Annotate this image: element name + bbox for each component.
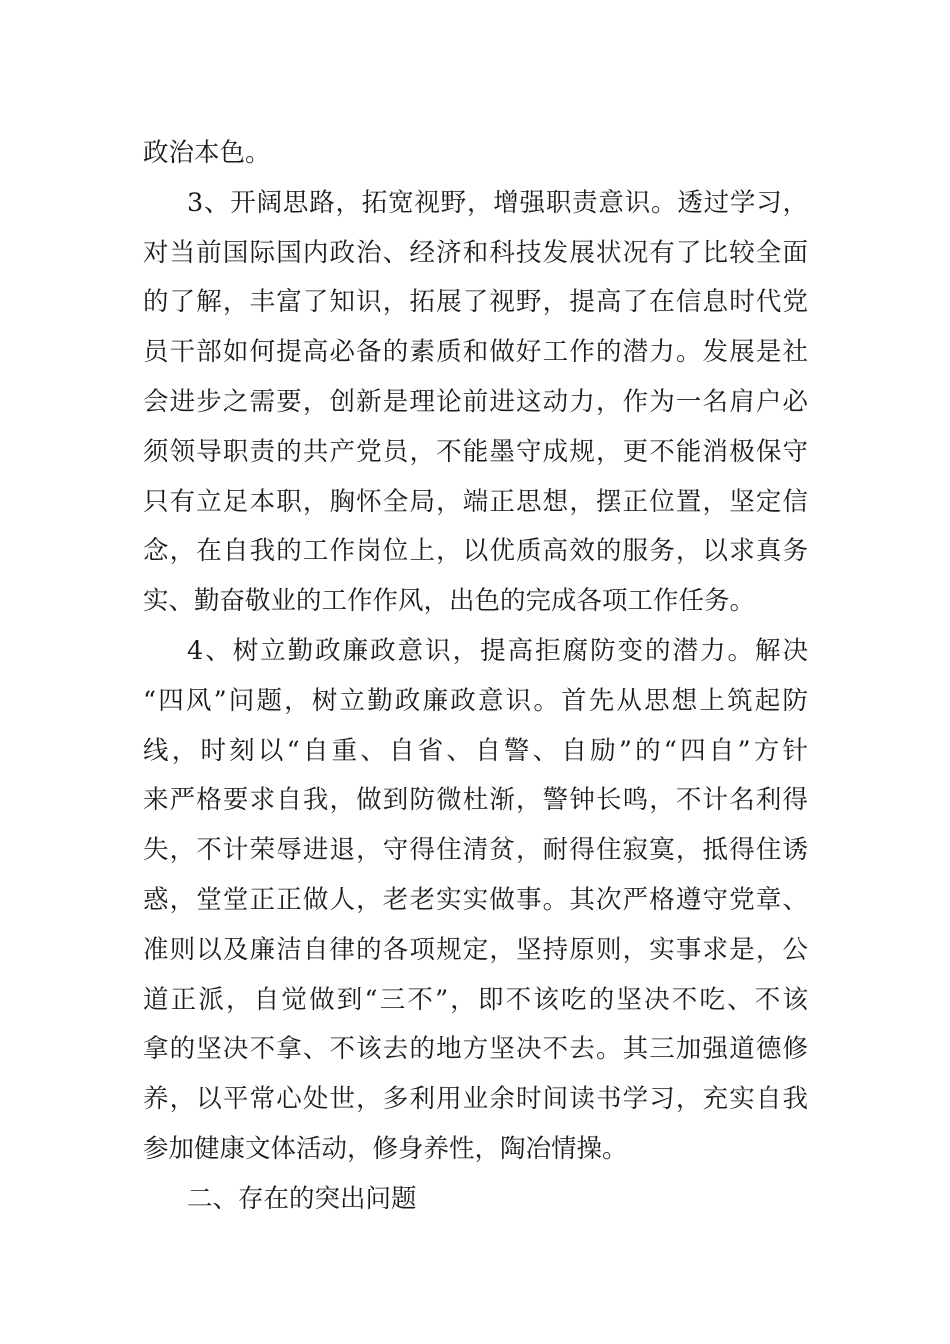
text-line: 来严格要求自我，做到防微杜渐，警钟长鸣，不计名利得 xyxy=(143,785,808,816)
text-line: 养，以平常心处世，多利用业余时间读书学习，充实自我 xyxy=(143,1084,808,1115)
text-line: 的了解，丰富了知识，拓展了视野，提高了在信息时代党 xyxy=(143,287,808,318)
text-line: 实、勤奋敬业的工作作风，出色的完成各项工作任务。 xyxy=(143,586,756,617)
text-line: 二、存在的突出问题 xyxy=(187,1183,417,1214)
text-line: “四风”问题，树立勤政廉政意识。首先从思想上筑起防 xyxy=(143,685,808,716)
text-line: 只有立足本职，胸怀全局，端正思想，摆正位置，坚定信 xyxy=(143,486,808,517)
text-line: 失，不计荣辱进退，守得住清贫，耐得住寂寞，抵得住诱 xyxy=(143,835,808,866)
text-line: 对当前国际国内政治、经济和科技发展状况有了比较全面 xyxy=(143,237,808,268)
text-line: 准则以及廉洁自律的各项规定，坚持原则，实事求是，公 xyxy=(143,934,808,965)
document-body xyxy=(143,129,808,1225)
text-line: 会进步之需要，创新是理论前进这动力，作为一名肩户必 xyxy=(143,386,808,417)
text-line: 道正派，自觉做到“三不”，即不该吃的坚决不吃、不该 xyxy=(143,984,808,1015)
text-line: 员干部如何提高必备的素质和做好工作的潜力。发展是社 xyxy=(143,337,808,368)
text-line: 惑，堂堂正正做人，老老实实做事。其次严格遵守党章、 xyxy=(143,884,808,915)
text-line: 念，在自我的工作岗位上，以优质高效的服务，以求真务 xyxy=(143,536,808,567)
text-line: 须领导职责的共产党员，不能墨守成规，更不能消极保守 xyxy=(143,436,808,467)
text-line: 政治本色。 xyxy=(143,138,271,168)
text-line: 3、开阔思路，拓宽视野，增强职责意识。透过学习， xyxy=(187,187,808,218)
text-line: 参加健康文体活动，修身养性，陶冶情操。 xyxy=(143,1133,628,1164)
text-line: 4、树立勤政廉政意识，提高拒腐防变的潜力。解决 xyxy=(187,635,808,666)
text-line: 拿的坚决不拿、不该去的地方坚决不去。其三加强道德修 xyxy=(143,1034,808,1065)
text-line: 线，时刻以“自重、自省、自警、自励”的“四自”方针 xyxy=(143,735,808,766)
